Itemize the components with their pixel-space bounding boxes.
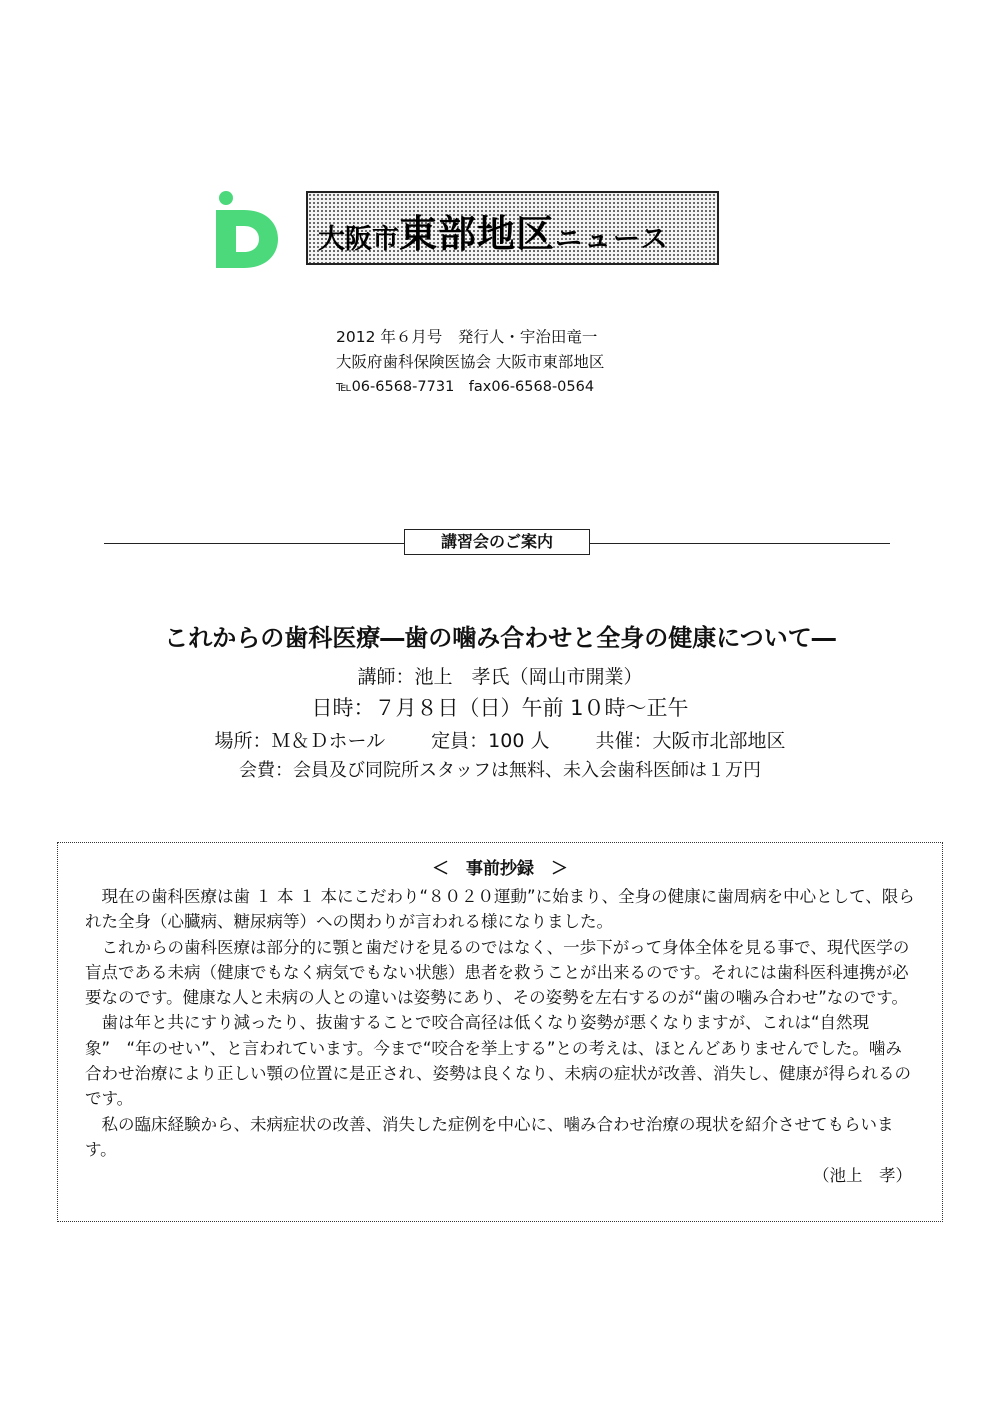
logo-d-shape xyxy=(216,210,278,268)
event-fee: 会費：会員及び同院所スタッフは無料、未入会歯科医師は１万円 xyxy=(239,760,761,781)
abstract-box xyxy=(57,842,943,1222)
banner-city: 大阪市 xyxy=(318,224,399,255)
abstract-paragraph: これからの歯科医療は部分的に顎と歯だけを見るのではなく、一歩下がって身体全体を見る事で、現代医学の盲点である未病（健康でもなく病気でもない状態）患者を救うことが出来るのです。それには歯科医科連携が必要なのです。健康な人と未病の人との違いは姿勢にあり、その姿勢を左右するのが“歯の噛み合わせ”なのです。 xyxy=(85,937,910,1008)
event-lecturer: 講師：池上 孝氏（岡山市開業） xyxy=(357,666,643,688)
issue-line: 2012 年６月号 発行人・宇治田竜一 xyxy=(336,328,598,346)
abstract-heading: ＜ 事前抄録 ＞ xyxy=(432,859,568,879)
abstract-paragraph: 現在の歯科医療は歯 １ 本 １ 本にこだわり“８０２０運動”に始まり、全身の健康に歯周病を中心として、限られた全身（心臓病、糖尿病等）への関わりが言われる様になりました。 xyxy=(85,887,915,932)
publisher: 大阪府歯科保険医協会 大阪市東部地区 xyxy=(336,353,605,371)
event-datetime: 日時：７月８日（日）午前 1０時～正午 xyxy=(311,696,689,720)
abstract-signature: （池上 孝） xyxy=(813,1166,912,1185)
abstract-paragraph: 私の臨床経験から、未病症状の改善、消失した症例を中心に、噛み合わせ治療の現状を紹介させてもらいます。 xyxy=(85,1114,894,1159)
event-title: これからの歯科医療―歯の噛み合わせと全身の健康について― xyxy=(164,624,836,652)
event-venue-line xyxy=(0,726,1000,753)
banner-area: 東部地区 xyxy=(399,212,556,256)
event-venue: 場所：Ｍ＆Ｄホール xyxy=(214,730,386,752)
contact-line: ℡06-6568-7731 fax06-6568-0564 xyxy=(336,379,595,395)
event-cohost: 共催：大阪市北部地区 xyxy=(595,730,786,752)
logo-dot xyxy=(219,191,233,205)
section-label: 講習会のご案内 xyxy=(404,529,590,555)
section-rule-left xyxy=(104,543,404,544)
logo-mark xyxy=(214,190,280,268)
issue-info xyxy=(336,325,604,400)
section-rule-right xyxy=(590,543,890,544)
newsletter-banner xyxy=(306,191,719,265)
abstract-body xyxy=(85,884,915,1162)
banner-news: ニュース xyxy=(555,224,670,255)
event-capacity: 定員：100 人 xyxy=(431,730,550,752)
abstract-paragraph: 歯は年と共にすり減ったり、抜歯することで咬合高径は低くなり姿勢が悪くなりますが、これは“自然現象” “年のせい”、と言われています。今まで“咬合を挙上する”との考えは、ほとんどありませんでした。噛み合わせ治療により正しい顎の位置に是正され、姿勢は良くなり、未病の症状が改善、消失し、健康が得られるのです。 xyxy=(85,1013,911,1109)
